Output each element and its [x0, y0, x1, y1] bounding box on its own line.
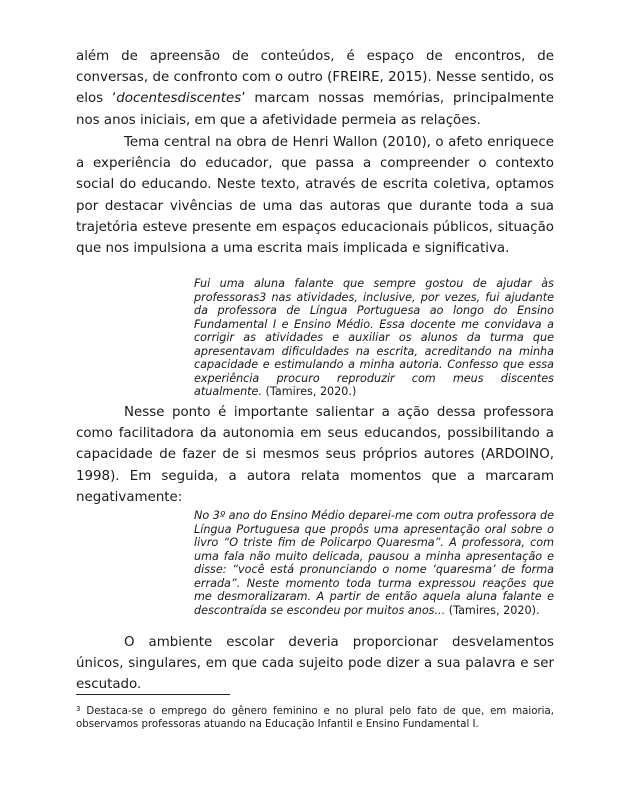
paragraph-1-text-start: além de apreensão de conteúdos, é espaço de encontros, de conversas, de confronto com o outro (FREIRE, 2015). Nesse sentido, os elos ‘: [76, 49, 554, 107]
paragraph-2: Tema central na obra de Henri Wallon (2010), o afeto enriquece a experiência do educador, que passa a compreender o contexto social do educando. Neste texto, através de escrita coletiva, optamos por destacar vivências de uma das autoras que durante toda a sua trajetória esteve presente em espaços educacionais públicos, situação que nos impulsiona a uma escrita mais implicada e significativa.: [76, 135, 554, 257]
block-quote-2-text: No 3º ano do Ensino Médio deparei-me com outra professora de Língua Portuguesa que propôs uma apresentação oral sobre o livro “O triste fim de Policarpo Quaresma”. A professora, com uma fala não muito delicada, pausou a minha apresentação e disse: “você está pronunciando o nome ‘quaresma’ de forma errada”. Neste momento toda turma expressou reações que me desmoralizaram. A partir de então aquela aluna falante e descontraída se escondeu por muitos anos...: [194, 509, 554, 617]
block-quote-1-text: Fui uma aluna falante que sempre gostou de ajudar às professoras3 nas atividades, inclusive, por vezes, fui ajudante da professora de Língua Portuguesa ao longo do Ensino Fundamental I e Ensino Médio. Essa docente me convidava a corrigir as atividades e auxiliar os alunos da turma que apresentavam dificuldades na escrita, acreditando na minha capacidade e estimulando a minha autoria. Confesso que essa experiência procuro reproduzir com meus discentes atualmente.: [194, 277, 554, 398]
paragraph-3: Nesse ponto é importante salientar a ação dessa professora como facilitadora da autonomia em seus educandos, possibilitando a capacidade de fazer de si mesmos seus próprios autores (ARDOINO, 1998). Em seguida, a autora relata momentos que a marcaram negativamente:: [76, 405, 554, 505]
block-quote-1: [194, 277, 554, 399]
block-quote-2-citation: (Tamires, 2020).: [445, 603, 540, 617]
footnote: [76, 703, 554, 731]
paragraph-1-text-end: ’ marcam nossas memórias, principalmente nos anos iniciais, em que a afetividade permeia as relações.: [76, 91, 554, 128]
paragraph-1: [76, 46, 554, 131]
footnote-text: Destaca-se o emprego do gênero feminino e no plural pelo fato de que, em maioria, observamos professoras atuando na Educação Infantil e Ensino Fundamental I.: [76, 706, 554, 730]
paragraph-1-italic-term: docentesdiscentes: [116, 91, 242, 107]
footnote-separator: [76, 694, 230, 695]
block-quote-2: [194, 509, 554, 617]
block-quote-1-citation: (Tamires, 2020.): [262, 385, 357, 398]
footnote-number: 3: [76, 705, 81, 713]
paragraph-4: O ambiente escolar deveria proporcionar desvelamentos únicos, singulares, em que cada sujeito pode dizer a sua palavra e ser escutado.: [76, 635, 554, 693]
